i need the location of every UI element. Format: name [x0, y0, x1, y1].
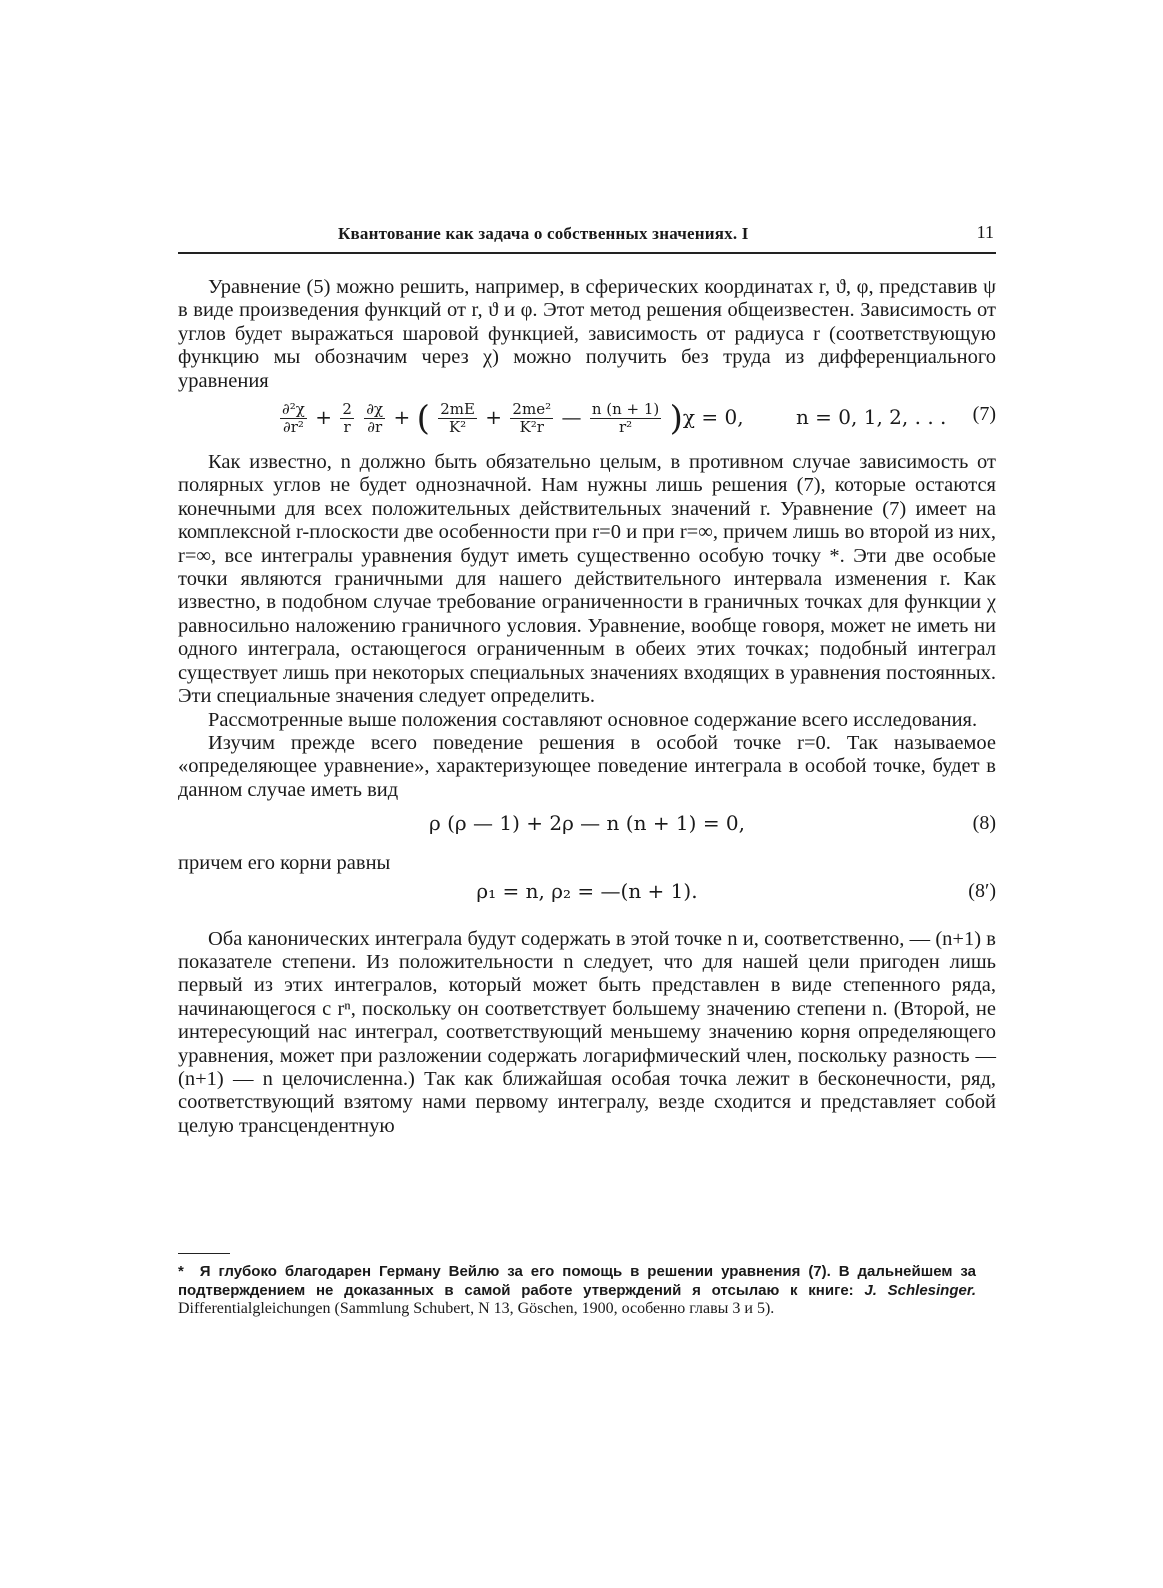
fraction-2-r: $\frac{2}{r}$	[342, 400, 352, 437]
main-text	[178, 276, 996, 1138]
equation-7	[178, 393, 996, 451]
fraction-2me2-K2r: $\frac{\text{2me²}}{\text{K²r}}$	[512, 400, 552, 437]
equation-7-expression: $\frac{\text{∂²χ}}{\text{∂r²}}$ + $\frac{2}{r}$ $\frac{\partial\chi}{\partial r}$ + ( $\frac{2mE}{\text{K²}}$ + $\frac{\text{2me²}}{\text{K²r}}$ — $\frac{n (n + 1)}{\text{r²}}$ )χ = 0, n = 0, 1, 2, . . .	[282, 398, 947, 439]
equation-8	[178, 802, 996, 852]
equation-7-number: (7)	[972, 403, 996, 426]
footnote-divider	[178, 1253, 230, 1254]
equation-8-prime	[178, 876, 996, 928]
footnote-reference: Differentialgleichungen (Sammlung Schubert, N 13, Göschen, 1900, особенно главы 3 и 5).	[178, 1300, 775, 1317]
equation-8-prime-number: (8′)	[968, 879, 996, 902]
fraction-2mE-K2: $\frac{2mE}{\text{K²}}$	[440, 400, 475, 437]
paragraph-content-summary: Рассмотренные выше положения составляют основное содержание всего исследования.	[208, 708, 978, 731]
fraction-d2chi-dr2: $\frac{\text{∂²χ}}{\text{∂r²}}$	[282, 400, 305, 437]
equation-8-expression: ρ (ρ — 1) + 2ρ — n (n + 1) = 0,	[428, 811, 746, 836]
equation-7-n-values: n = 0, 1, 2, . . .	[795, 405, 947, 430]
running-title: Квантование как задача о собственных значениях. I	[338, 224, 749, 243]
fraction-dchi-dr: $\frac{\partial\chi}{\partial r}$	[366, 400, 384, 437]
equation-8-number: (8)	[972, 812, 996, 835]
footnote-author: J. Schlesinger.	[864, 1281, 977, 1299]
paragraph-intro: Уравнение (5) можно решить, например, в сферических координатах r, ϑ, φ, представив ψ в виде произведения функций от r, ϑ и φ. Этот метод решения общеизвестен. Зависимость от углов будет выражаться шаровой функцией, зависимость от радиуса r (соответствующую функцию мы обозначим через χ) можно получить без труда из дифференциального уравнения	[178, 276, 996, 392]
footnote-marker: *	[178, 1263, 184, 1280]
footnote-text: Я глубоко благодарен Герману Вейлю за его помощь в решении уравнения (7). В дальнейшем за подтверждением не доказанных в самой работе утверждений я отсылаю к книге:	[178, 1263, 977, 1299]
equation-7-tail: χ = 0,	[682, 405, 744, 430]
paragraph-indicial-equation: Изучим прежде всего поведение решения в особой точке r=0. Так называемое «определяющее уравнение», характеризующее поведение интеграла в особой точке, будет в данном случае иметь вид	[178, 731, 996, 801]
running-header	[178, 222, 996, 254]
paragraph-singularities: Как известно, n должно быть обязательно целым, в противном случае зависимость от полярных углов не будет однозначной. Нам нужны лишь решения (7), которые остаются конечными для всех положительных действительных значений r. Уравнение (7) имеет на комплексной r-плоскости две особенности при r=0 и при r=∞, причем лишь во второй из них, r=∞, все интегралы уравнения будут иметь существенно особую точку *. Эти две особые точки являются граничными для нашего действительного интервала изменения r. Как известно, в подобном случае требование ограниченности в граничных точках для функции χ равносильно наложению граничного условия. Уравнение, вообще говоря, может не иметь ни одного интеграла, остающегося ограниченным в обеих этих точках; подобный интеграл существует лишь при некоторых специальных значениях входящих в уравнения постоянных. Эти специальные значения следует определить.	[178, 451, 996, 708]
fraction-n-n1-r2: $\frac{n (n + 1)}{\text{r²}}$	[591, 400, 660, 437]
paragraph-canonical-integrals: Оба канонических интеграла будут содержать в этой точке n и, соответственно, — (n+1) в показателе степени. Из положительности n следует, что для нашей цели пригоден лишь первый из этих интегралов, который может быть представлен в виде степенного ряда, начинающегося с rⁿ, поскольку он соответствует большему значению степени n. (Второй, не интересующий нас интеграл, соответствующий меньшему значению корня определяющего уравнения, может при разложении содержать логарифмический член, поскольку разность — (n+1) — n целочисленна.) Так как ближайшая особая точка лежит в бесконечности, ряд, соответствующий взятому нами первому интегралу, везде сходится и представляет собой целую трансцендентную	[178, 927, 996, 1137]
equation-8-prime-expression: ρ₁ = n, ρ₂ = —(n + 1).	[476, 878, 698, 903]
footnote	[178, 1263, 976, 1319]
paragraph-roots-intro: причем его корни равны	[178, 852, 391, 875]
page-number: 11	[976, 222, 994, 242]
